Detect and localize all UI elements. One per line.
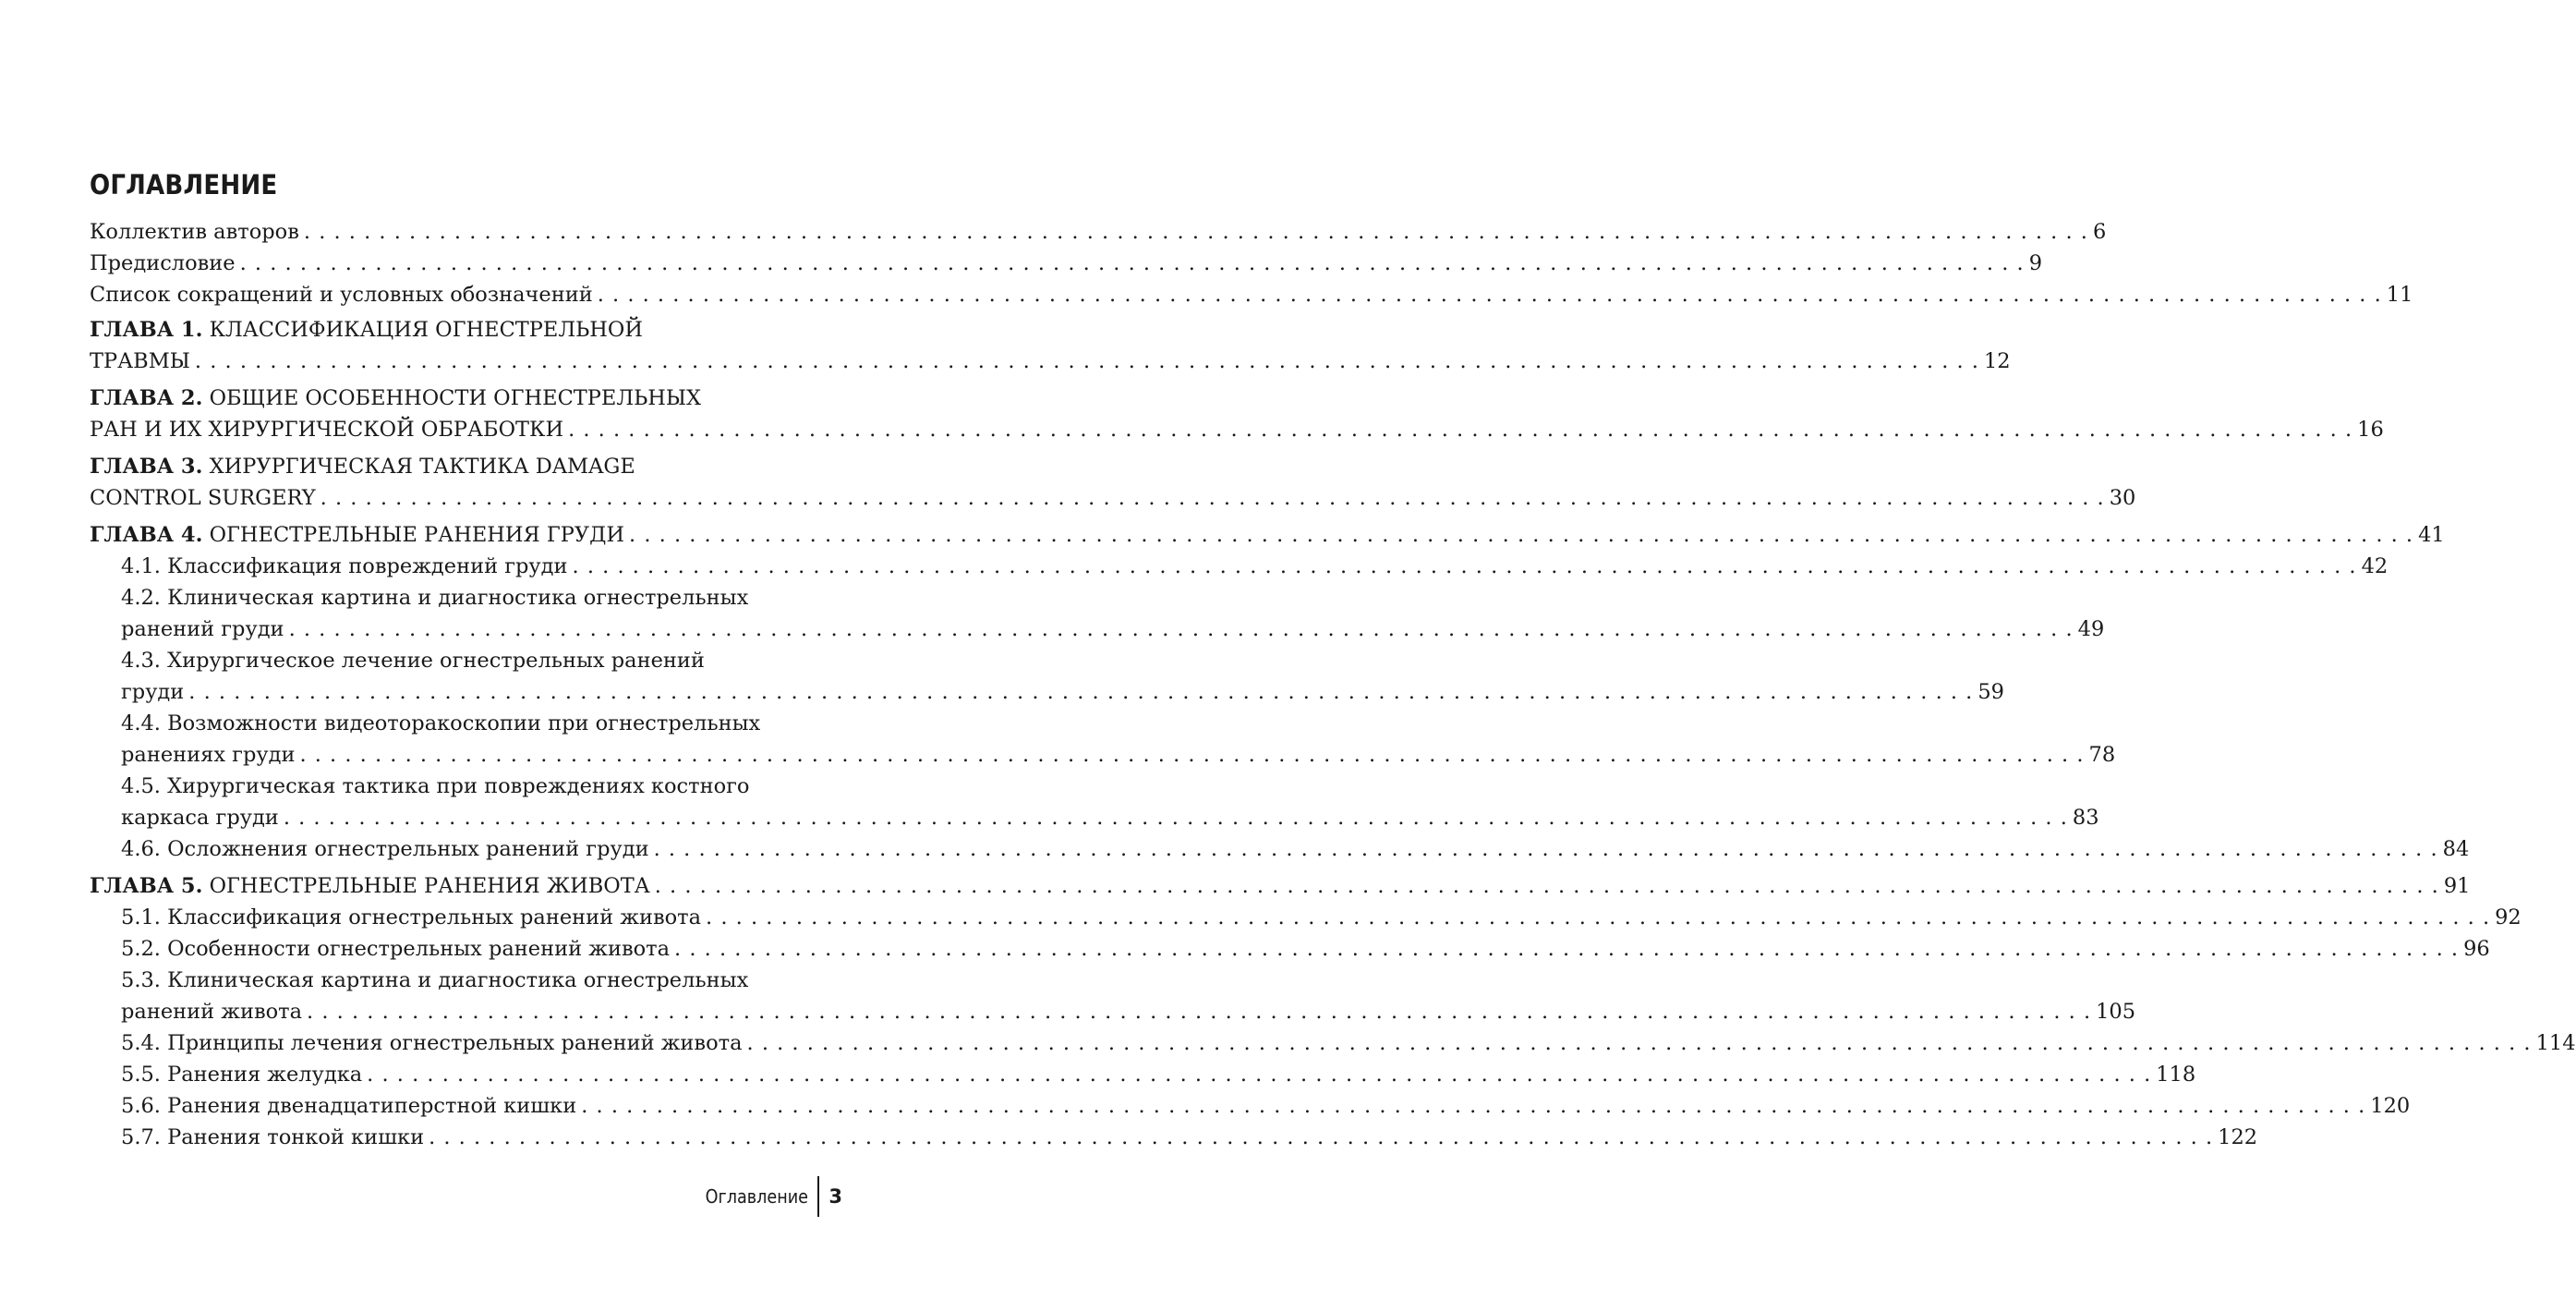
toc-line-text (121, 968, 748, 992)
toc-subsection-entry[interactable] (90, 902, 2522, 933)
toc-page-number: 92 (2495, 905, 2522, 929)
toc-line-text (90, 346, 190, 377)
toc-line-text (90, 216, 299, 248)
toc-subsection-entry[interactable] (90, 833, 2470, 865)
toc-line-last (121, 1090, 2411, 1122)
page-number: 3 (828, 1185, 842, 1208)
dot-leader (299, 739, 2084, 771)
toc-entry-title: 5.5. Ранения желудка (121, 1063, 363, 1087)
toc-page-number: 6 (2092, 220, 2107, 244)
toc-line (90, 383, 820, 414)
toc-subsection-entry[interactable] (90, 1059, 2196, 1090)
toc-entry-title: 5.1. Классификация огнестрельных ранений живота (121, 905, 702, 929)
toc-entry-title: ранений груди (121, 617, 284, 641)
toc-line (121, 582, 820, 613)
toc-line-last (121, 1122, 2258, 1153)
toc-page-number: 30 (2109, 486, 2136, 510)
dot-leader (307, 996, 2091, 1027)
dot-leader (240, 248, 2025, 279)
toc-line-last (90, 482, 2136, 514)
footer-section-title: Оглавление (705, 1185, 808, 1208)
toc-page-number: 105 (2096, 1000, 2136, 1024)
toc-entry-title: ОГНЕСТРЕЛЬНЫЕ РАНЕНИЯ ЖИВОТА (202, 874, 650, 898)
dot-leader (568, 414, 2352, 445)
toc-entry-title: Коллектив авторов (90, 220, 299, 244)
toc-line-text (121, 676, 184, 708)
dot-leader (654, 833, 2438, 865)
toc-line-last (90, 870, 2471, 902)
toc-entry-title: Список сокращений и условных обозначений (90, 283, 593, 307)
toc-entry-title: 5.4. Принципы лечения огнестрельных ранений живота (121, 1031, 743, 1055)
toc-subsection-entry[interactable] (90, 582, 2105, 645)
toc-line-text (121, 774, 749, 798)
dot-leader (706, 902, 2490, 933)
toc-line-last (121, 1027, 2576, 1059)
dot-leader (304, 216, 2088, 248)
toc-line-last (121, 902, 2522, 933)
toc-line-last (121, 1059, 2196, 1090)
toc-line-last (121, 996, 2136, 1027)
toc-line (121, 645, 820, 676)
toc-page-number: 84 (2442, 837, 2470, 861)
toc-line-text (121, 649, 705, 673)
toc-subsection-entry[interactable] (90, 1090, 2411, 1122)
toc-chapter-entry[interactable] (90, 451, 2136, 514)
dot-leader (655, 870, 2439, 902)
toc-entry-title: ОБЩИЕ ОСОБЕННОСТИ ОГНЕСТРЕЛЬНЫХ (202, 386, 702, 410)
toc-page-number: 42 (2361, 554, 2389, 578)
toc-page-number: 120 (2370, 1094, 2411, 1118)
running-footer (690, 1176, 842, 1217)
toc-page-number: 12 (1983, 349, 2011, 373)
toc-line (121, 708, 820, 739)
toc-page-number: 91 (2443, 874, 2471, 898)
toc-page-number: 49 (2077, 617, 2105, 641)
toc-line-text (90, 318, 643, 342)
toc-chapter-entry[interactable] (90, 383, 2384, 445)
toc-line-text (121, 1027, 743, 1059)
toc-line-last (121, 933, 2490, 965)
toc-entry-title: 4.4. Возможности видеоторакоскопии при огнестрельных (121, 711, 761, 735)
toc-line-text (121, 613, 284, 645)
toc-subsection-entry[interactable] (90, 1122, 2258, 1153)
dot-leader (629, 519, 2413, 551)
toc-entry-title: 5.7. Ранения тонкой кишки (121, 1125, 425, 1149)
toc-line-last (90, 519, 2445, 551)
toc-entry-title: ранений живота (121, 1000, 303, 1024)
toc-page-number: 9 (2028, 251, 2043, 275)
chapter-number-label: ГЛАВА 1. (90, 318, 203, 342)
toc-page-number: 78 (2088, 743, 2116, 767)
toc-entry-title: груди (121, 680, 185, 704)
toc-line-last (121, 833, 2470, 865)
toc-page-number: 41 (2418, 523, 2445, 547)
dot-leader (320, 482, 2105, 514)
toc-line-text (121, 739, 295, 771)
toc-line-text (121, 902, 701, 933)
dot-leader (581, 1090, 2365, 1122)
toc-page-number: 118 (2156, 1063, 2196, 1087)
toc-subsection-entry[interactable] (90, 708, 2116, 771)
toc-line-last (121, 551, 2389, 582)
page-title: ОГЛАВЛЕНИЕ (90, 169, 278, 200)
toc-entry-title: 5.2. Особенности огнестрельных ранений живота (121, 937, 671, 961)
toc-line-text (121, 711, 760, 735)
toc-line (90, 314, 820, 346)
toc-line-last (121, 676, 2004, 708)
table-of-contents (90, 216, 2576, 1153)
toc-chapter-entry[interactable] (90, 519, 2445, 551)
toc-line-last (90, 248, 2043, 279)
toc-entry-title: 5.3. Клиническая картина и диагностика огнестрельных (121, 968, 749, 992)
chapter-number-label: ГЛАВА 4. (90, 523, 203, 547)
toc-page-number: 83 (2072, 806, 2099, 830)
toc-line-text (90, 482, 316, 514)
toc-subsection-entry[interactable] (90, 771, 2099, 833)
toc-front-entry[interactable] (90, 248, 2043, 279)
dot-leader (573, 551, 2357, 582)
dot-leader (188, 676, 1973, 708)
toc-front-entry[interactable] (90, 279, 2413, 310)
toc-line-text (121, 802, 279, 833)
toc-line-last (90, 216, 2107, 248)
toc-line-text (121, 551, 568, 582)
toc-subsection-entry[interactable] (90, 551, 2389, 582)
toc-line-last (90, 346, 2011, 377)
toc-line (121, 965, 820, 996)
toc-line-last (121, 613, 2105, 645)
toc-page-number: 11 (2386, 283, 2413, 307)
toc-line-text (90, 279, 593, 310)
dot-leader (674, 933, 2459, 965)
toc-line-text (121, 996, 302, 1027)
toc-chapter-entry[interactable] (90, 314, 2011, 377)
toc-line-text (121, 1122, 424, 1153)
toc-line-text (121, 1059, 362, 1090)
dot-leader (195, 346, 1979, 377)
toc-front-entry[interactable] (90, 216, 2107, 248)
toc-page-number: 16 (2357, 418, 2384, 442)
toc-line-last (121, 739, 2116, 771)
toc-line-text (90, 414, 563, 445)
toc-page-number: 114 (2535, 1031, 2576, 1055)
toc-line-text (90, 870, 650, 902)
toc-subsection-entry[interactable] (90, 645, 2004, 708)
toc-line-text (121, 1090, 576, 1122)
toc-subsection-entry[interactable] (90, 965, 2136, 1027)
toc-line (90, 451, 820, 482)
toc-entry-title: CONTROL SURGERY (90, 486, 316, 510)
toc-entry-title: 4.5. Хирургическая тактика при повреждениях костного (121, 774, 750, 798)
chapter-number-label: ГЛАВА 2. (90, 386, 203, 410)
dot-leader (747, 1027, 2532, 1059)
toc-page-number: 96 (2463, 937, 2490, 961)
toc-line-text (121, 933, 670, 965)
toc-entry-title: ОГНЕСТРЕЛЬНЫЕ РАНЕНИЯ ГРУДИ (202, 523, 625, 547)
toc-line-text (90, 455, 635, 479)
toc-line-text (121, 586, 748, 610)
toc-line (121, 771, 820, 802)
toc-line-last (90, 279, 2413, 310)
toc-entry-title: ХИРУРГИЧЕСКАЯ ТАКТИКА DAMAGE (202, 455, 635, 479)
dot-leader (367, 1059, 2151, 1090)
toc-subsection-entry[interactable] (90, 1027, 2576, 1059)
toc-entry-title: ранениях груди (121, 743, 296, 767)
toc-line-text (90, 386, 701, 410)
dot-leader (598, 279, 2382, 310)
toc-entry-title: Предисловие (90, 251, 236, 275)
toc-line-last (121, 802, 2099, 833)
dot-leader (289, 613, 2074, 645)
dot-leader (284, 802, 2068, 833)
toc-line-last (90, 414, 2384, 445)
toc-page-number: 122 (2218, 1125, 2258, 1149)
chapter-number-label: ГЛАВА 3. (90, 455, 203, 479)
toc-entry-title: 4.2. Клиническая картина и диагностика огнестрельных (121, 586, 749, 610)
toc-subsection-entry[interactable] (90, 933, 2490, 965)
toc-entry-title: 5.6. Ранения двенадцатиперстной кишки (121, 1094, 577, 1118)
toc-line-text (90, 248, 236, 279)
toc-entry-title: 4.1. Классификация повреждений груди (121, 554, 568, 578)
toc-line-text (90, 519, 624, 551)
toc-line-text (121, 833, 649, 865)
toc-entry-title: КЛАССИФИКАЦИЯ ОГНЕСТРЕЛЬНОЙ (202, 318, 643, 342)
chapter-number-label: ГЛАВА 5. (90, 874, 203, 898)
toc-entry-title: каркаса груди (121, 806, 279, 830)
dot-leader (429, 1122, 2213, 1153)
toc-chapter-entry[interactable] (90, 870, 2471, 902)
toc-page-number: 59 (1977, 680, 2004, 704)
toc-entry-title: ТРАВМЫ (90, 349, 190, 373)
toc-entry-title: РАН И ИХ ХИРУРГИЧЕСКОЙ ОБРАБОТКИ (90, 418, 564, 442)
toc-entry-title: 4.3. Хирургическое лечение огнестрельных ранений (121, 649, 705, 673)
toc-entry-title: 4.6. Осложнения огнестрельных ранений груди (121, 837, 649, 861)
